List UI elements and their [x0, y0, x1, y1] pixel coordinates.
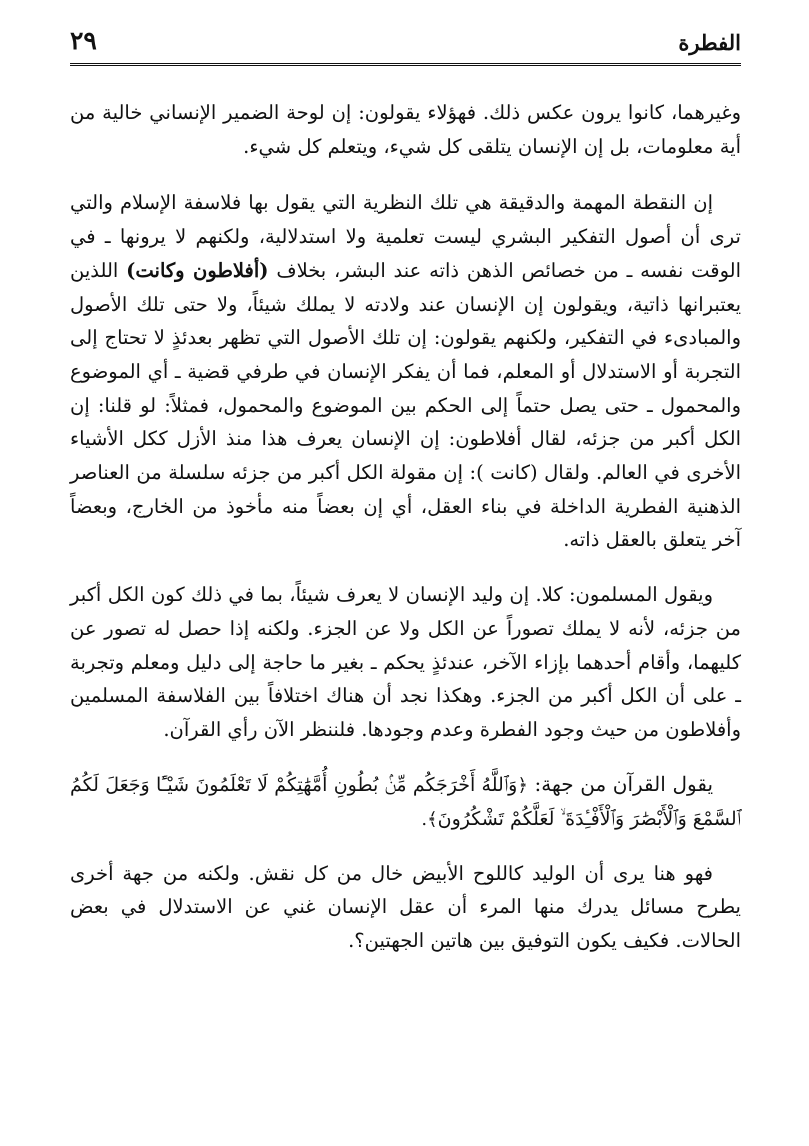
paragraph-2 — [70, 186, 741, 557]
quran-close-bracket: ﴾. — [421, 808, 438, 830]
paragraph-2-text-b: اللذين يعتبرانها ذاتية، ويقولون إن الإنسان عند ولادته لا يملك شيئاً، ولا حتى تلك الأصول والمبادىء في التفكير، ولكنهم يقولون: إن تلك الأصول التي تظهر بعدئذٍ لا تحتاج إلى التجربة أو الاستدلال أو المعلم، فما أن يفكر الإنسان في طرفي قضية ـ أي الموضوع والمحمول ـ حتى يصل حتماً إلى الحكم بين الموضوع والمحمول، فمثلاً: لو قلنا: إن الكل أكبر من جزئه، لقال أفلاطون: إن الإنسان يعرف هذا منذ الأزل ككل الأشياء الأخرى في العالم. ولقال (كانت ): إن مقولة الكل أكبر من جزئه سلسلة من العناصر الذهنية الفطرية الداخلة في بناء العقل، أي إن بعضاً منه مأخوذ من الخارج، وبعضاً آخر يتعلق بالعقل ذاته. — [70, 258, 741, 552]
philosophers-names: (أفلاطون وكانت) — [126, 258, 269, 282]
paragraph-3: ويقول المسلمون: كلا. إن وليد الإنسان لا يعرف شيئاً، بما في ذلك كون الكل أكبر من جزئه، لأنه لا يملك تصوراً عن الكل ولا عن الجزء. ولكنه إذا حصل له تصور عن كليهما، وأقام أحدهما بإزاء الآخر، عندئذٍ يحكم ـ بغير ما حاجة إلى دليل ومعلم وتجربة ـ على أن الكل أكبر من الجزء. وهكذا نجد أن هناك اختلافاً بين الفلاسفة المسلمين وأفلاطون من حيث وجود الفطرة وعدم وجودها. فلننظر الآن رأي القرآن. — [70, 583, 741, 741]
quran-intro: يقول القرآن من جهة: — [534, 771, 714, 796]
book-page — [70, 0, 741, 1146]
header-divider — [70, 63, 741, 66]
paragraph-spacer — [70, 163, 741, 186]
paragraph-spacer — [70, 557, 741, 578]
chapter-title: الفطرة — [678, 30, 741, 55]
quran-verse: وَٱللَّهُ أَخْرَجَكُم مِّنۢ بُطُونِ أُمَّهَٰتِكُمْ لَا تَعْلَمُونَ شَيْـًٔا وَجَعَلَ لَكُمُ ٱلسَّمْعَ وَٱلْأَبْصَٰرَ وَٱلْأَفْـِٔدَةَ ۙ لَعَلَّكُمْ تَشْكُرُونَ — [70, 773, 741, 830]
paragraph-4-quran-quote — [70, 768, 741, 836]
paragraph-2-text-a: إن النقطة المهمة والدقيقة هي تلك النظرية التي يقول بها فلاسفة الإسلام والتي ترى أن أصول التفكير البشري ليست تعلمية ولا استدلالية، ولكنهم لا يرونها ـ في الوقت نفسه ـ من خصائص الذهن ذاته عند البشر، بخلاف — [70, 191, 742, 282]
page-header — [70, 26, 741, 58]
paragraph-1: وغيرهما، كانوا يرون عكس ذلك. فهؤلاء يقولون: إن لوحة الضمير الإنساني خالية من أية معلومات، بل إن الإنسان يتلقى كل شيء، ويتعلم كل شيء. — [70, 101, 741, 158]
paragraph-spacer — [70, 836, 741, 857]
page-number: ٢٩ — [70, 26, 97, 55]
paragraph-spacer — [70, 747, 741, 768]
page-body — [70, 96, 741, 958]
paragraph-5: فهو هنا يرى أن الوليد كاللوح الأبيض خال من كل نقش. ولكنه من جهة أخرى يطرح مسائل يدرك منها المرء أن عقل الإنسان غني عن الاستدلال في بعض الحالات. فكيف يكون التوفيق بين هاتين الجهتين؟. — [70, 861, 741, 953]
quran-open-bracket: ﴿ — [517, 774, 528, 796]
